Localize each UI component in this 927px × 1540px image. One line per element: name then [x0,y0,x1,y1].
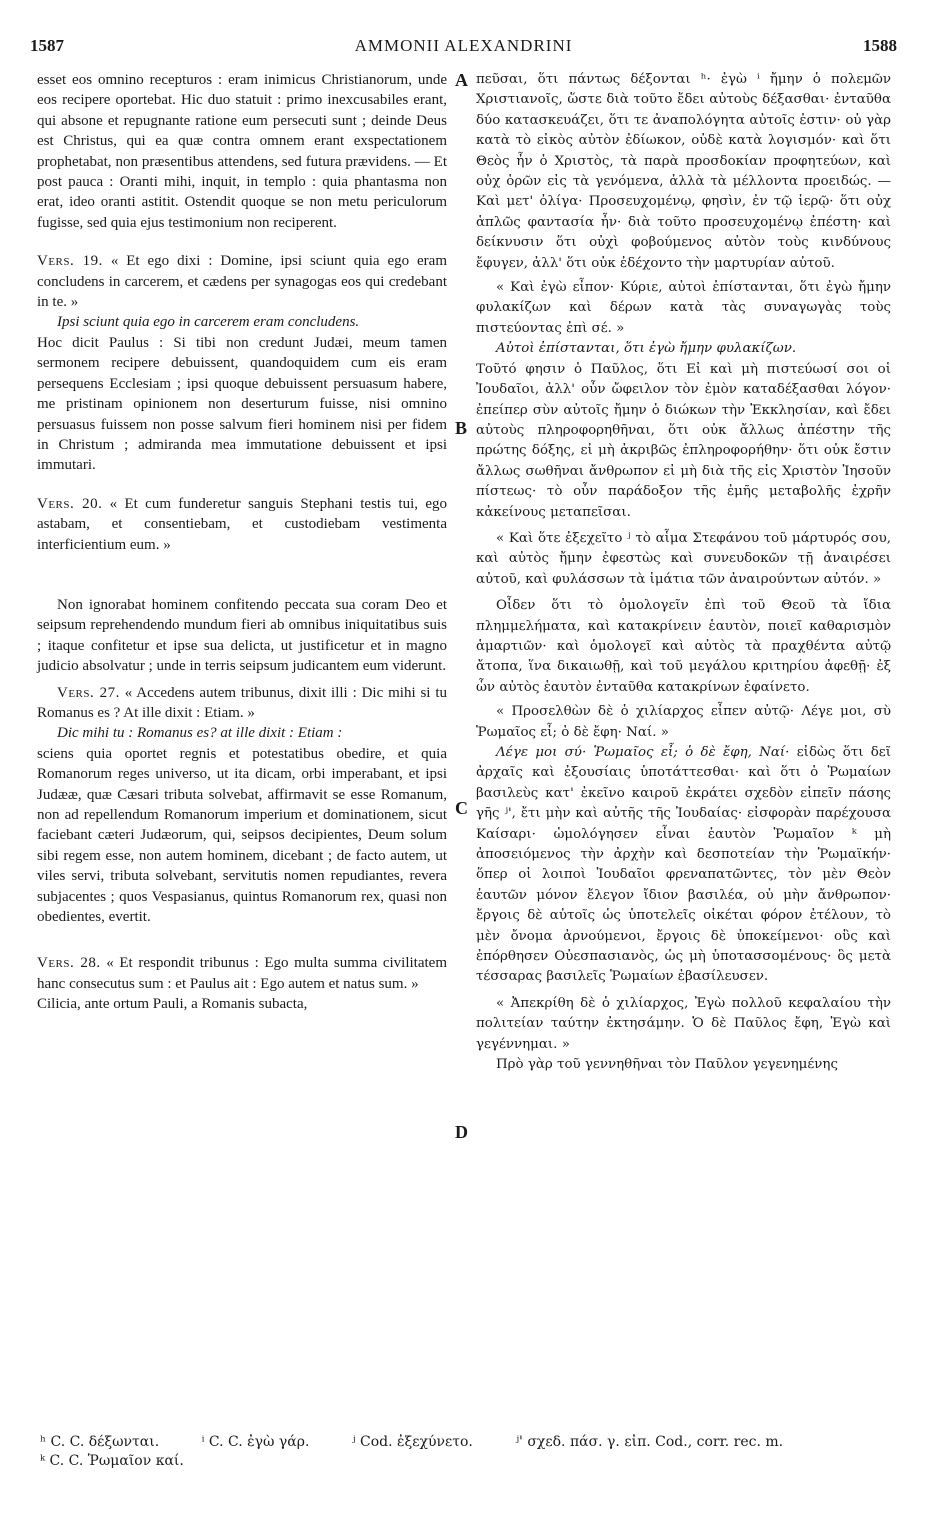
verse-text: « Et cum funderetur sanguis Stephani testis tui, ego astabam, et consentiebam, et custodiebam vestimenta interficientium eum. » [37,495,447,553]
section-marker-c: C [455,798,468,818]
greek-commentary-27 [476,743,891,988]
footnote-row [40,1452,900,1471]
latin-verse-28 [37,953,447,994]
latin-paragraph: esset eos omnino recepturos : eram inimicus Christianorum, unde eos recipere oportebat. Hic duo statuit : primo inexcusabiles erant, qui absone et repugnante ratione eum persecuti sunt ; deinde Deus est Christus, qui ea quæ contra omnem erant exspectationem prophetabat, non præsentibus attendens, sed futura prævidens. — Et post pauca : Oranti mihi, inquit, in templo : quia phantasma non erat, ideo oranti astitit. Ostendit quoque se non metu periculorum fugisse, sed quia ejus testimonium non reciperent. [37,72,447,231]
greek-commentary-20: Οἶδεν ὅτι τὸ ὁμολογεῖν ἐπὶ τοῦ Θεοῦ τὰ ἴδια πλημμελήματα, καὶ κατακρίνειν ἑαυτὸν, ποιεῖ καθαρισμὸν ἁμαρτιῶν· καὶ ὁμολογεῖ καὶ αὐτὸς τὰ πραχθέντα αὐτῷ ἄτοπα, ἵνα δικαιωθῇ, καὶ τοῦ μεγάλου κριτηρίου ἀφεθῇ· ἐξ ὧν αὐτὸς ἑαυτὸν ἐνταῦθα κατακρίνων ἐφαίνετο. [476,598,891,695]
greek-verse-27: « Προσελθὼν δὲ ὁ χιλίαρχος εἶπεν αὐτῷ· Λέγε μοι, σὺ Ῥωμαῖος εἶ; ὁ δὲ ἔφη· Ναί. » [476,704,891,740]
latin-verse-27 [37,683,447,724]
greek-commentary-27-text: εἰδὼς ὅτι δεῖ ἀρχαῖς καὶ ἐξουσίαις ὑποτάττεσθαι· καὶ ὅτι ὁ Ῥωμαίων βασιλεὺς κατ' ἐκεῖνο καιροῦ ἐκράτει σχεδὸν εἰπεῖν πάσης γῆς ʲ', ἔτι μὴν καὶ αὐτῆς τῆς Ἰουδαίας· εἰσφορὰν παρέχουσα Καίσαρι· ὡμολόγησεν εἶναι ἑαυτὸν Ῥωμαῖον ᵏ μὴ ἀποσειόμενος τὴν ἀρχὴν καὶ δεσποτείαν τὴν Ῥωμαϊκήν· ὅπερ οἱ λοιποὶ Ἰουδαῖοι φρεναπατῶντες, τὸν μὲν Θεὸν ἑαυτῶν μόνον ἔλεγον ἴδιον βασιλέα, οὐ μὴν ἄνθρωπον· ἔργοις δὲ αὐτοῖς ὡς ὑποτελεῖς οἰκέται φόρον ἐτέλουν, τὸ μὲν ὄνομα ἀρνούμενοι, ἔργοις δὲ ὑποκείμενοι· οὓς καὶ ἐπόρθησεν Οὐεσπασιανὸς, ὡς μὴ ὑποτασσομένους· ὃς μετὰ τέσσαρας βασιλεῖς Ῥωμαίων ἐβασίλευσεν. [476,745,891,985]
running-title: AMMONII ALEXANDRINI [354,36,573,55]
page-number-right: 1588 [863,36,897,55]
greek-paragraph: πεῦσαι, ὅτι πάντως δέξονται ʰ· ἐγὼ ⁱ ἤμην ὁ πολεμῶν Χριστιανοῖς, ὥστε διὰ τοῦτο ἔδει αὐτοὺς δέξασθαι· ἐνταῦθα δύο κατασκευάζει, ὅτι τε ἀναπολόγητα αὐτοῖς ἐστιν· οὐ γὰρ κατὰ τὸ εἰκὸς αὐτὸν ἐδίωκον, οὐδὲ κατὰ λογισμόν· καὶ ὅτι Θεὸς ἦν ὁ Χριστὸς, τὰ παρὰ προσδοκίαν προφητεύων, καὶ οὐχ ὁρῶν εἰς τὰ γενόμενα, ἀλλὰ τὰ μέλλοντα προειδώς. — Καὶ μετ' ὀλίγα· Προσευχομένῳ, φησὶν, ἐν τῷ ἱερῷ· ὅτι οὐχ ἁπλῶς φαντασία ἦν· διὰ τοῦτο προσευχομένῳ ἐπέστη· καὶ δείκνυσιν ὅτι οὐχὶ φοβούμενος αὐτὸν τοὺς κινδύνους ἔφυγεν, ἀλλ' ὅτι οὐκ ἐδέχοντο τὴν μαρτυρίαν αὐτοῦ. [476,72,891,271]
verse-label: Vers. 20. [37,495,103,512]
latin-commentary-19: Hoc dicit Paulus : Si tibi non credunt Judæi, meum tamen sermonem recipere debuissent, quandoquidem cum eis eram persequens Ecclesiam ; ipsi quoque debuissent persuasum habere, me pristinam opinionem non deserturum fuisse, nisi omnino persuasus fuissem non posse salvum fieri hominem nisi per fidem in Christum ; admiranda mea immutatione debuissent et ipsi immutari. [37,334,447,474]
footnote-i: ⁱ C. C. ἐγὼ γάρ. [201,1434,310,1450]
latin-commentary-20: Non ignorabat hominem confitendo peccata sua coram Deo et seipsum reprehendendo mundum fieri ab omnibus iniquitatibus suis ; itaque confitetur et ipse sua delicta, ut justificetur et in magno judicio absolvatur ; unde in terris seipsum judicantem eum viderunt. [37,596,447,675]
footnote-j: ʲ Cod. ἐξεχύνετο. [351,1434,473,1450]
footnote-j2: ʲ' σχεδ. πάσ. γ. εἰπ. Cod., corr. rec. m. [515,1434,784,1450]
running-header [30,36,897,60]
latin-verse-20 [37,494,447,555]
greek-lemma-19: Αὐτοὶ ἐπίστανται, ὅτι ἐγὼ ἤμην φυλακίζων. [496,341,797,357]
latin-commentary-28: Cilicia, ante ortum Pauli, a Romanis subacta, [37,996,308,1013]
verse-text: « Et respondit tribunus : Ego multa summa civilitatem hanc consecutus sum : et Paulus ait : Ego autem et natus sum. » [37,955,448,992]
page-number-left: 1587 [30,36,64,55]
latin-lemma-27: Dic mihi tu : Romanus es? at ille dixit : Etiam : [57,725,343,742]
latin-column [37,70,447,1015]
footnote-h: ʰ C. C. δέξωνται. [40,1434,160,1450]
greek-verse-19: « Καὶ ἐγὼ εἶπον· Κύριε, αὐτοὶ ἐπίστανται, ὅτι ἐγὼ ἤμην φυλακίζων καὶ δέρων κατὰ τὰς συναγωγὰς τοὺς πιστεύοντας ἐπὶ σέ. » [476,280,891,336]
verse-label: Vers. 19. [37,253,103,270]
section-marker-a: A [455,70,468,90]
verse-text: « Et ego dixi : Domine, ipsi sciunt quia ego eram concludens in carcerem, et cædens per synagogas eos qui credebant in te. » [37,253,448,311]
latin-verse-19 [37,251,447,312]
greek-commentary-28: Πρὸ γὰρ τοῦ γεννηθῆναι τὸν Παῦλον γεγενημένης [496,1057,838,1073]
footnote-row [40,1433,900,1452]
greek-verse-20: « Καὶ ὅτε ἐξεχεῖτο ʲ τὸ αἷμα Στεφάνου τοῦ μάρτυρός σου, καὶ αὐτὸς ἤμην ἐφεστὼς καὶ συνευδοκῶν τῇ ἀναιρέσει αὐτοῦ, καὶ φυλάσσων τὰ ἱμάτια τῶν ἀναιρούντων αὐτόν. » [476,530,891,587]
footnote-k: ᵏ C. C. Ῥωμαῖον καί. [40,1453,184,1469]
verse-label: Vers. 27. [57,684,120,701]
greek-commentary-19: Τοῦτό φησιν ὁ Παῦλος, ὅτι Εἰ καὶ μὴ πιστεύωσί σοι οἱ Ἰουδαῖοι, ἀλλ' οὖν ὤφειλον τὸν ἐμὸν καταδέξασθαι λόγον· ἐπείπερ σὺν αὐτοῖς ἤμην ὁ διώκων τὴν Ἐκκλησίαν, καὶ ἔδει αὐτοὺς πληροφορηθῆναι, ὅτι οὐκ ἄλλως ἀπέστην τῆς πρώτης δόξης, εἰ μὴ ἀκριβῶς ἐπληροφορήθην· ὅτι οὐκ ἔστιν ἄλλως σωθῆναι ἄνθρωπον εἰ μὴ διὰ τῆς εἰς Χριστὸν Ἰησοῦν πίστεως· τὸ οὖν παράδοξον τῆς ἐμῆς μεταβολῆς ἐχρῆν κἀκείνους μεταπεῖσαι. [476,361,891,520]
section-marker-b: B [455,418,468,438]
verse-text: « Accedens autem tribunus, dixit illi : Dic mihi si tu Romanus es ? At ille dixit : Etiam. » [37,684,448,721]
verse-label: Vers. 28. [37,955,101,972]
latin-commentary-27: sciens quia oportet regnis et potestatibus obedire, et quia Romanorum reges universo, ut ita dicam, orbi imperabant, et ipsi Judææ, quæ Cæsari tributa solvebat, affirmavit se esse Romanum, non ad repellendum Romanorum imperium et dominationem, sicut faciebant cæteri Judæorum, qui, seipsos decipientes, Deum solum sibi regem esse, non autem hominem, dicebant ; de facto autem, ut viles servi, tributa solvebant, servitutis nomen repudiantes, revera subjacentes ; quos Vespasianus, quintus Romanorum rex, quasi non obedientes, evertit. [37,745,447,926]
section-marker-d: D [455,1122,468,1142]
latin-lemma-19: Ipsi sciunt quia ego in carcerem eram concludens. [57,314,360,331]
greek-verse-28: « Ἀπεκρίθη δὲ ὁ χιλίαρχος, Ἐγὼ πολλοῦ κεφαλαίου τὴν πολιτείαν ταύτην ἐκτησάμην. Ὁ δὲ Παῦλος ἔφη, Ἐγὼ καὶ γεγέννημαι. » [476,995,891,1052]
greek-column [476,70,891,1076]
footnotes [40,1433,900,1471]
greek-lemma-27: Λέγε μοι σύ· Ῥωμαῖος εἶ; ὁ δὲ ἔφη, Ναί· [496,745,790,760]
